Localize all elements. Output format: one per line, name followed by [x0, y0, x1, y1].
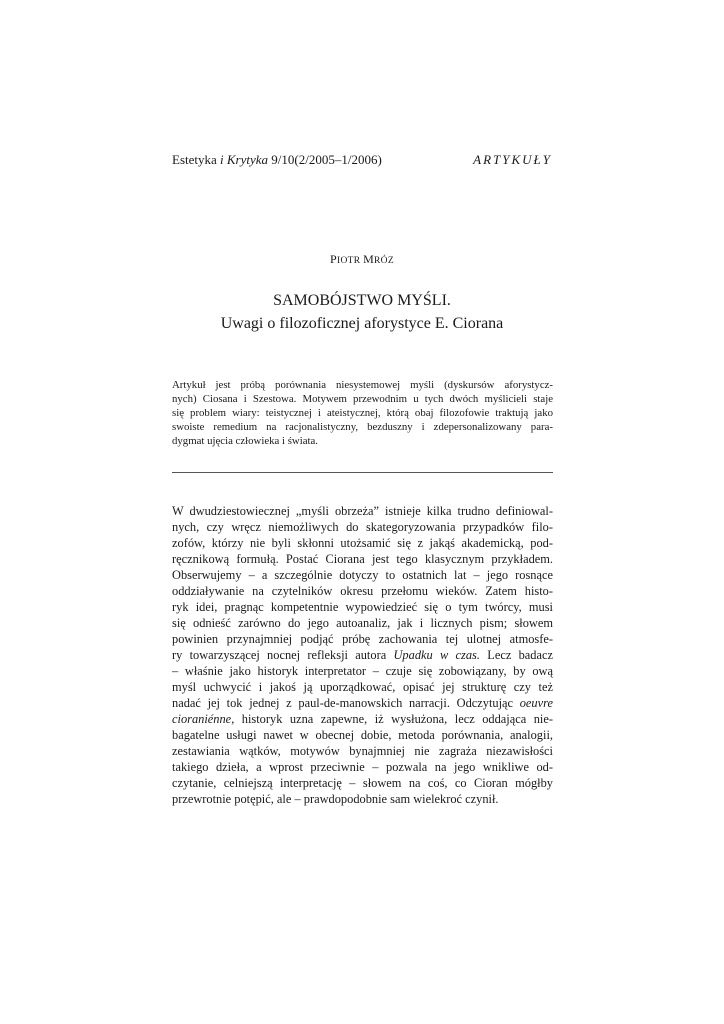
abstract-line: się problem wiary: teistycznej i ateistycznej, którą obaj filozofowie traktują jako	[172, 407, 553, 419]
body-line	[172, 711, 553, 727]
body-line: ręcznikową formułą. Postać Ciorana jest tego klasycznym przykładem.	[172, 552, 553, 566]
body-paragraph	[172, 503, 553, 807]
body-line: myśl uchwycić i jakoś ją uporządkować, opisać jej strukturę czy też	[172, 680, 553, 694]
foreign-term: cioraniénne	[172, 712, 232, 726]
journal-name: Estetyka	[172, 152, 221, 167]
body-line: takiego dzieła, a wprost przeciwnie – pozwala na jego wnikliwe od-	[172, 760, 553, 774]
body-line: nych, czy wręcz niemożliwych do skategoryzowania przypadków filo-	[172, 520, 553, 534]
foreign-term: oeuvre	[519, 696, 553, 710]
body-line: powinien przynajmniej podjąć próbę zachowania tej ulotnej atmosfe-	[172, 632, 553, 646]
body-line: ryk idei, pragnąc kompetentnie wypowiedzieć się o tym twórcy, musi	[172, 600, 553, 614]
body-line	[172, 647, 553, 663]
separator-rule	[172, 472, 553, 473]
body-line: się odnieść zarówno do jego autoanaliz, jak i licznych pism; słowem	[172, 616, 553, 630]
journal-issue: 9/10(2/2005–1/2006)	[268, 152, 382, 167]
author-initial: P	[330, 252, 338, 266]
body-text: , historyk uzna zapewne, iż wysłużona, lecz oddająca nie-	[231, 712, 553, 726]
body-text: ry towarzyszącej nocnej refleksji autora	[172, 648, 394, 662]
author-initial: M	[363, 252, 375, 266]
section-label: ARTYKUŁY	[473, 152, 552, 167]
body-text: Lecz badacz	[479, 648, 554, 662]
body-line	[172, 695, 553, 711]
article-title: SAMOBÓJSTWO MYŚLI.	[273, 292, 451, 309]
book-title: Upadku w czas.	[393, 648, 480, 662]
abstract-line: Artykuł jest próbą porównania niesystemowej myśli (dyskursów aforystycz-	[172, 379, 553, 391]
abstract	[172, 378, 553, 448]
author-last-name: RÓZ	[374, 256, 394, 266]
body-line: – właśnie jako historyk interpretator – czuje się zobowiązany, by ową	[172, 664, 553, 678]
abstract-line: swoiste remedium na racjonalistyczny, bezduszny i zdepersonalizowany para-	[172, 421, 553, 433]
body-line: czytanie, celniejszą interpretację – słowem na coś, co Cioran mógłby	[172, 776, 553, 790]
abstract-line: dygmat ujęcia człowieka i świata.	[172, 435, 319, 447]
body-line: W dwudziestowiecznej „myśli obrzeża” istnieje kilka trudno definiowal-	[172, 504, 553, 518]
body-line: bagatelne usługi nawet w obecnej dobie, metoda porównania, analogii,	[172, 728, 553, 742]
article-subtitle: Uwagi o filozoficznej aforystyce E. Ciorana	[220, 315, 504, 332]
author-first-name: IOTR	[337, 256, 364, 266]
body-line: oddziaływanie na czytelników okresu przełomu wieków. Zatem histo-	[172, 584, 553, 598]
author-name	[0, 252, 724, 267]
journal-name-italic: i Krytyka	[220, 152, 269, 167]
body-line: przewrotnie potępić, ale – prawdopodobnie sam wielekroć czynił.	[172, 792, 499, 806]
body-line: zestawiania wątków, motywów bynajmniej nie zagraża niezawisłości	[172, 744, 553, 758]
body-line: zofów, którzy nie byli skłonni utożsamić się z jakąś akademicką, pod-	[172, 536, 553, 550]
abstract-line: nych) Ciosana i Szestowa. Motywem przewodnim u tych dwóch myślicieli staje	[172, 393, 553, 405]
body-text: nadać jej tok jednej z paul-de-manowskich narracji. Odczytując	[172, 696, 520, 710]
body-line: Obserwujemy – a szczególnie dotyczy to ostatnich lat – jego rosnące	[172, 568, 553, 582]
journal-citation	[172, 152, 382, 168]
